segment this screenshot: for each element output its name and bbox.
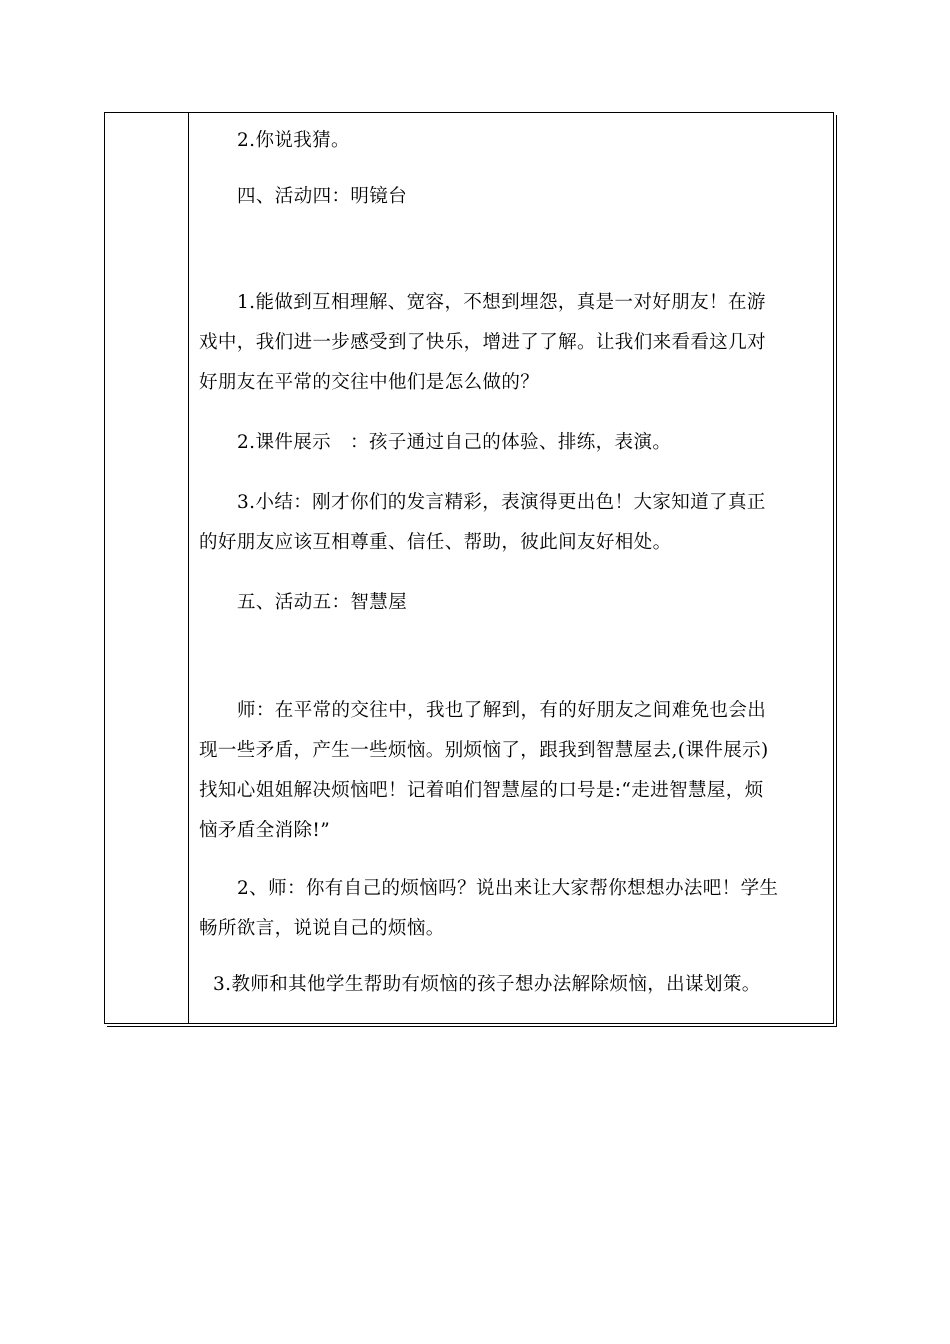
paragraph-understanding bbox=[199, 283, 827, 403]
paragraph-teacher-intro bbox=[199, 691, 827, 851]
table-right-column bbox=[189, 113, 833, 1023]
paragraph-summary bbox=[199, 483, 827, 563]
paragraph-help-solve: 3.教师和其他学生帮助有烦恼的孩子想办法解除烦恼，出谋划策。 bbox=[213, 974, 761, 995]
text-line: 的好朋友应该互相尊重、信任、帮助，彼此间友好相处。 bbox=[199, 532, 672, 553]
text-line: 恼矛盾全消除!” bbox=[199, 820, 331, 841]
text-line: 2、师：你有自己的烦恼吗？说出来让大家帮你想想办法吧！学生 bbox=[237, 878, 779, 899]
text-line: 3.小结：刚才你们的发言精彩，表演得更出色！大家知道了真正 bbox=[237, 492, 766, 513]
lesson-table bbox=[104, 112, 834, 1024]
text-line: 好朋友在平常的交往中他们是怎么做的？ bbox=[199, 372, 540, 393]
table-left-column bbox=[105, 113, 189, 1023]
heading-activity-four: 四、活动四：明镜台 bbox=[237, 186, 408, 207]
text-line: 现一些矛盾，产生一些烦恼。别烦恼了，跟我到智慧屋去,(课件展示) bbox=[199, 740, 769, 761]
text-line: 师：在平常的交往中，我也了解到，有的好朋友之间难免也会出 bbox=[237, 700, 767, 721]
paragraph-teacher-question bbox=[199, 869, 827, 949]
text-line: 找知心姐姐解决烦恼吧！记着咱们智慧屋的口号是:“走进智慧屋，烦 bbox=[199, 780, 764, 801]
text-line: 戏中，我们进一步感受到了快乐，增进了了解。让我们来看看这几对 bbox=[199, 332, 767, 353]
paragraph-courseware-show: 2.课件展示 ：孩子通过自己的体验、排练，表演。 bbox=[237, 432, 672, 453]
heading-activity-five: 五、活动五：智慧屋 bbox=[237, 592, 408, 613]
text-line: 1.能做到互相理解、宽容，不想到埋怨，真是一对好朋友！在游 bbox=[237, 292, 766, 313]
text-line: 畅所欲言，说说自己的烦恼。 bbox=[199, 918, 445, 939]
paragraph-guess-game: 2.你说我猜。 bbox=[237, 130, 350, 151]
